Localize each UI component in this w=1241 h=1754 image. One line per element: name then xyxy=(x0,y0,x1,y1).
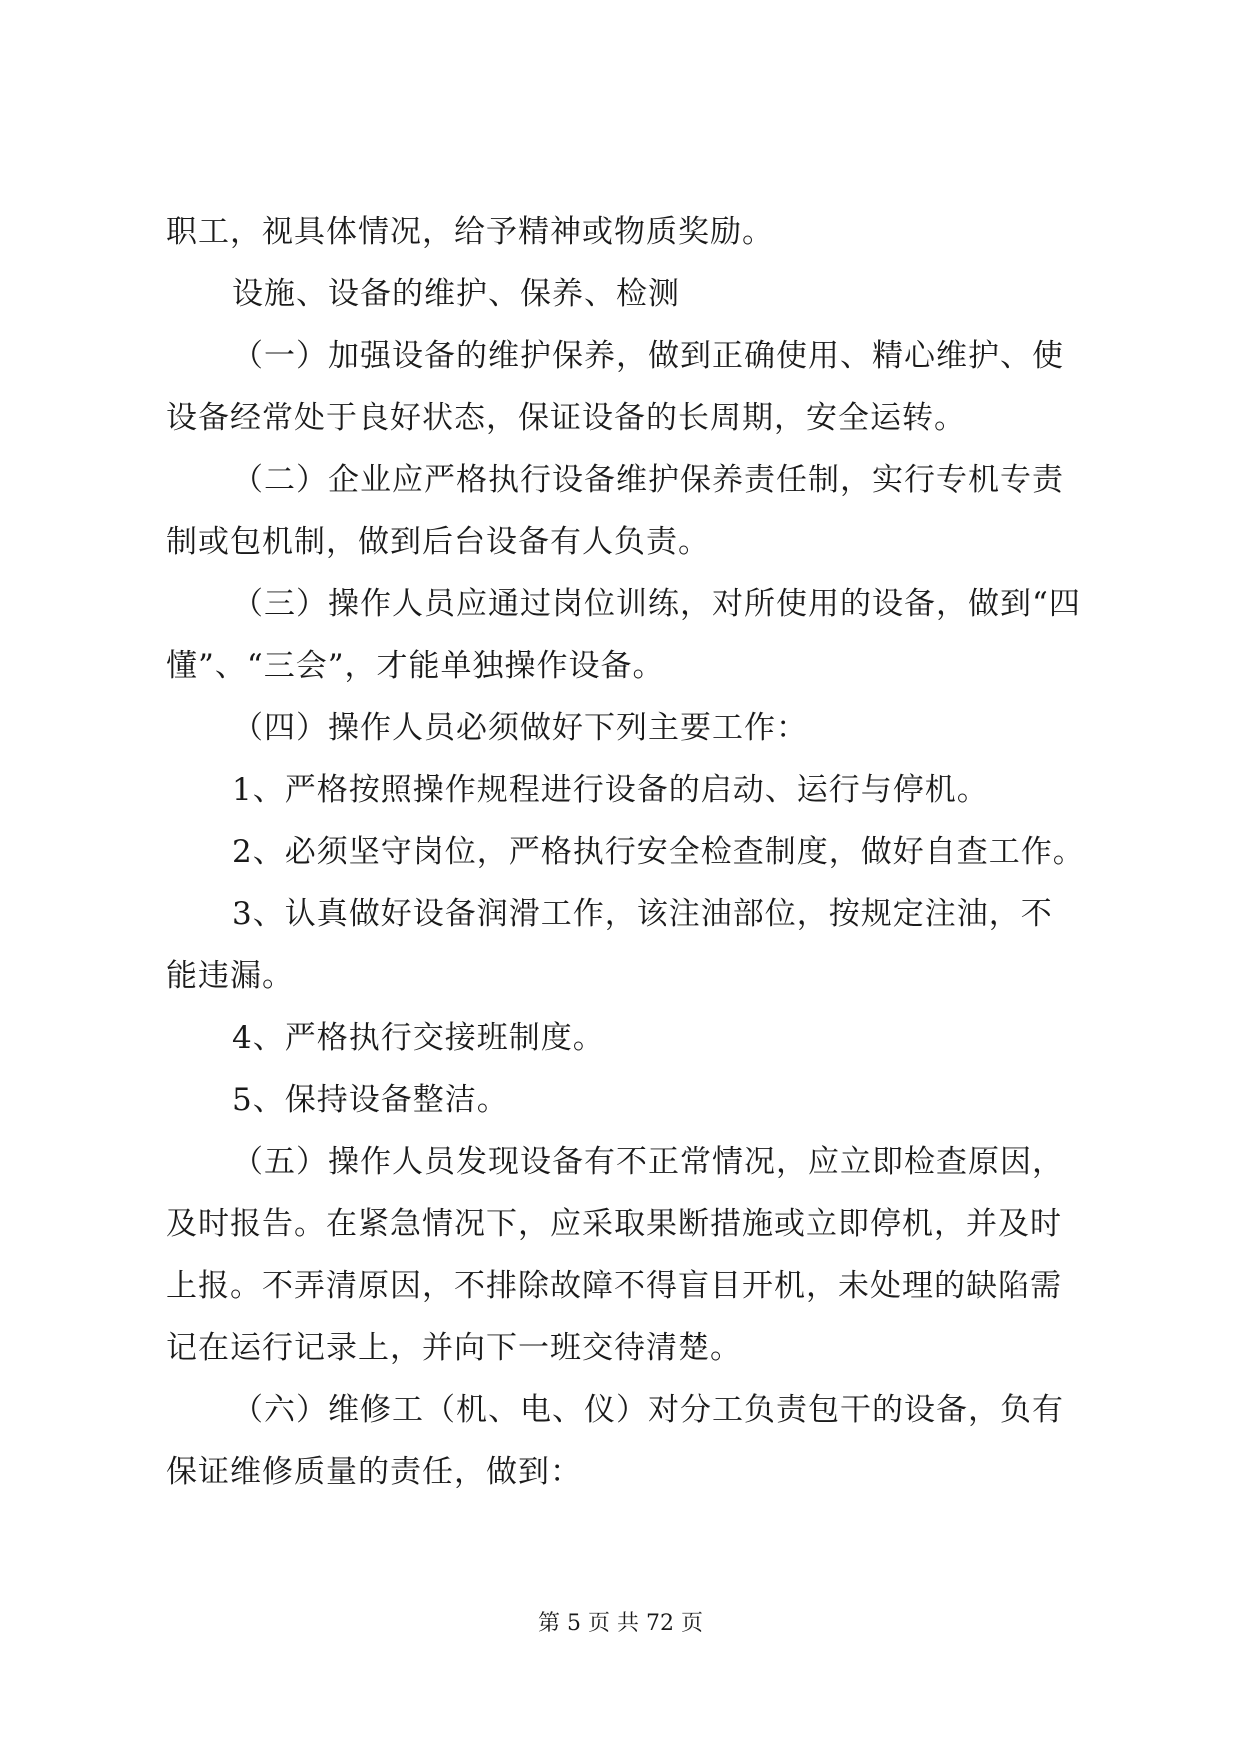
text-line: （四）操作人员必须做好下列主要工作： xyxy=(232,710,808,746)
text-line: 制或包机制，做到后台设备有人负责。 xyxy=(166,524,710,560)
text-line: 及时报告。在紧急情况下，应采取果断措施或立即停机，并及时 xyxy=(166,1206,1062,1242)
list-item: 2、必须坚守岗位，严格执行安全检查制度，做好自查工作。 xyxy=(232,834,1085,870)
text-line: （六）维修工（机、电、仪）对分工负责包干的设备，负有 xyxy=(232,1392,1064,1428)
text-line: 懂”、“三会”，才能单独操作设备。 xyxy=(166,648,665,684)
text-line: 保证维修质量的责任，做到： xyxy=(166,1454,582,1490)
text-line: （三）操作人员应通过岗位训练，对所使用的设备，做到“四 xyxy=(232,586,1081,622)
text-line: 能违漏。 xyxy=(166,958,294,994)
text-line: 上报。不弄清原因，不排除故障不得盲目开机，未处理的缺陷需 xyxy=(166,1268,1062,1304)
text-line: 设备经常处于良好状态，保证设备的长周期，安全运转。 xyxy=(166,400,966,436)
body-text xyxy=(166,201,1096,1503)
page-footer: 第 5 页 共 72 页 xyxy=(538,1611,703,1636)
text-line: 职工，视具体情况，给予精神或物质奖励。 xyxy=(166,214,774,250)
text-line: 记在运行记录上，并向下一班交待清楚。 xyxy=(166,1330,742,1366)
list-item: 4、严格执行交接班制度。 xyxy=(232,1020,605,1056)
text-line: （二）企业应严格执行设备维护保养责任制，实行专机专责 xyxy=(232,462,1064,498)
text-line: （五）操作人员发现设备有不正常情况，应立即检查原因， xyxy=(232,1144,1064,1180)
list-item: 1、严格按照操作规程进行设备的启动、运行与停机。 xyxy=(232,772,989,808)
list-item: 3、认真做好设备润滑工作，该注油部位，按规定注油，不 xyxy=(232,896,1053,932)
list-item: 5、保持设备整洁。 xyxy=(232,1082,509,1118)
text-line: （一）加强设备的维护保养，做到正确使用、精心维护、使 xyxy=(232,338,1064,374)
section-heading: 设施、设备的维护、保养、检测 xyxy=(232,276,680,312)
